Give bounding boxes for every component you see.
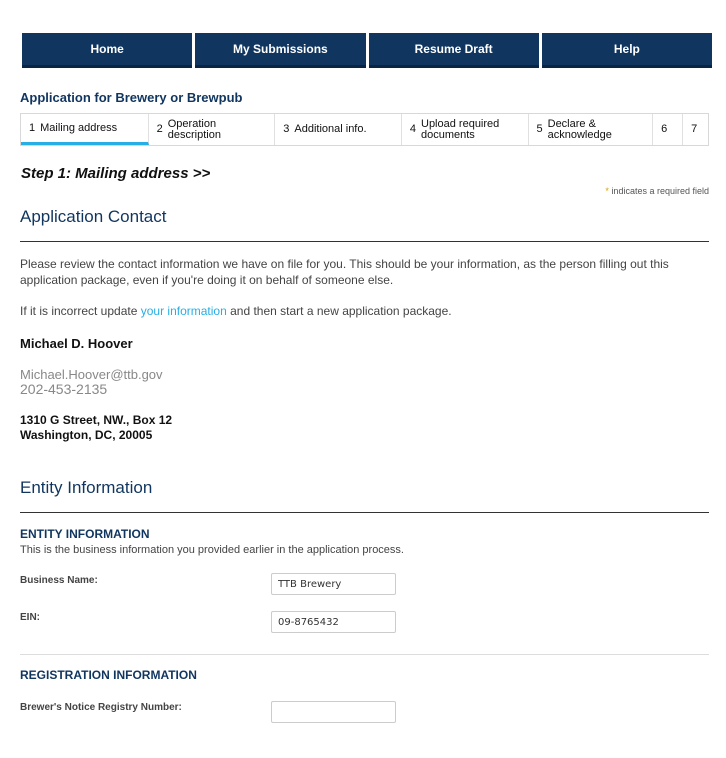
step-label: Declare & acknowledge bbox=[547, 117, 612, 141]
step-label: Additional info. bbox=[294, 123, 367, 135]
section-divider bbox=[20, 654, 709, 655]
step-tab-7[interactable] bbox=[683, 114, 708, 145]
update-suffix: and then start a new application package. bbox=[226, 304, 452, 318]
contact-address-line1: 1310 G Street, NW., Box 12 bbox=[20, 413, 173, 427]
step-tab-2[interactable] bbox=[149, 114, 276, 145]
required-field-note bbox=[605, 186, 709, 196]
your-information-link[interactable]: your information bbox=[140, 304, 227, 318]
step-number: 7 bbox=[691, 123, 698, 135]
nav-resume-draft-button[interactable]: Resume Draft bbox=[369, 33, 539, 68]
step-tab-4[interactable] bbox=[402, 114, 529, 145]
update-prefix: If it is incorrect update bbox=[20, 304, 141, 318]
ein-input[interactable] bbox=[271, 611, 396, 633]
nav-home-button[interactable]: Home bbox=[22, 33, 192, 68]
application-contact-title: Application Contact bbox=[20, 207, 167, 226]
step-tab-5[interactable] bbox=[529, 114, 654, 145]
step-number: 5 bbox=[536, 123, 543, 135]
contact-address-line2: Washington, DC, 20005 bbox=[20, 428, 153, 442]
application-title: Application for Brewery or Brewpub bbox=[20, 90, 243, 105]
contact-email: Michael.Hoover@ttb.gov bbox=[20, 367, 163, 382]
step-number: 4 bbox=[409, 123, 416, 135]
contact-phone: 202-453-2135 bbox=[20, 381, 108, 397]
step-tab-1[interactable] bbox=[21, 114, 149, 145]
step-label: Upload required documents bbox=[421, 117, 500, 141]
section-divider bbox=[20, 241, 709, 242]
registration-information-subtitle: REGISTRATION INFORMATION bbox=[20, 668, 197, 682]
required-star-icon: * bbox=[605, 186, 609, 196]
contact-name: Michael D. Hoover bbox=[20, 336, 133, 351]
step-tab-3[interactable] bbox=[275, 114, 402, 145]
step-number: 3 bbox=[283, 123, 290, 135]
step-heading: Step 1: Mailing address >> bbox=[21, 165, 211, 182]
top-nav bbox=[22, 33, 712, 68]
business-name-label: Business Name: bbox=[20, 575, 98, 586]
brewers-notice-registry-number-input[interactable] bbox=[271, 701, 396, 723]
section-divider bbox=[20, 512, 709, 513]
entity-information-description: This is the business information you provided earlier in the application process. bbox=[20, 544, 404, 556]
step-number: 2 bbox=[156, 123, 163, 135]
nav-help-button[interactable]: Help bbox=[542, 33, 712, 68]
ein-label: EIN: bbox=[20, 612, 40, 623]
entity-information-title: Entity Information bbox=[20, 478, 153, 497]
step-label: Mailing address bbox=[40, 121, 118, 134]
required-note-text: indicates a required field bbox=[611, 186, 709, 196]
business-name-input[interactable] bbox=[271, 573, 396, 595]
step-tabs bbox=[20, 113, 709, 146]
step-tab-6[interactable] bbox=[653, 114, 683, 145]
entity-information-subtitle: ENTITY INFORMATION bbox=[20, 527, 150, 541]
contact-update-text bbox=[20, 303, 710, 319]
step-number: 1 bbox=[29, 121, 36, 134]
nav-my-submissions-button[interactable]: My Submissions bbox=[195, 33, 365, 68]
contact-intro-text: Please review the contact information we have on file for you. This should be your information, as the person filling out this application package, even if you're doing it on behalf of someone else. bbox=[20, 257, 669, 287]
brewers-notice-registry-number-label: Brewer's Notice Registry Number: bbox=[20, 702, 182, 713]
step-label: Operation description bbox=[167, 117, 221, 141]
step-number: 6 bbox=[661, 123, 668, 135]
